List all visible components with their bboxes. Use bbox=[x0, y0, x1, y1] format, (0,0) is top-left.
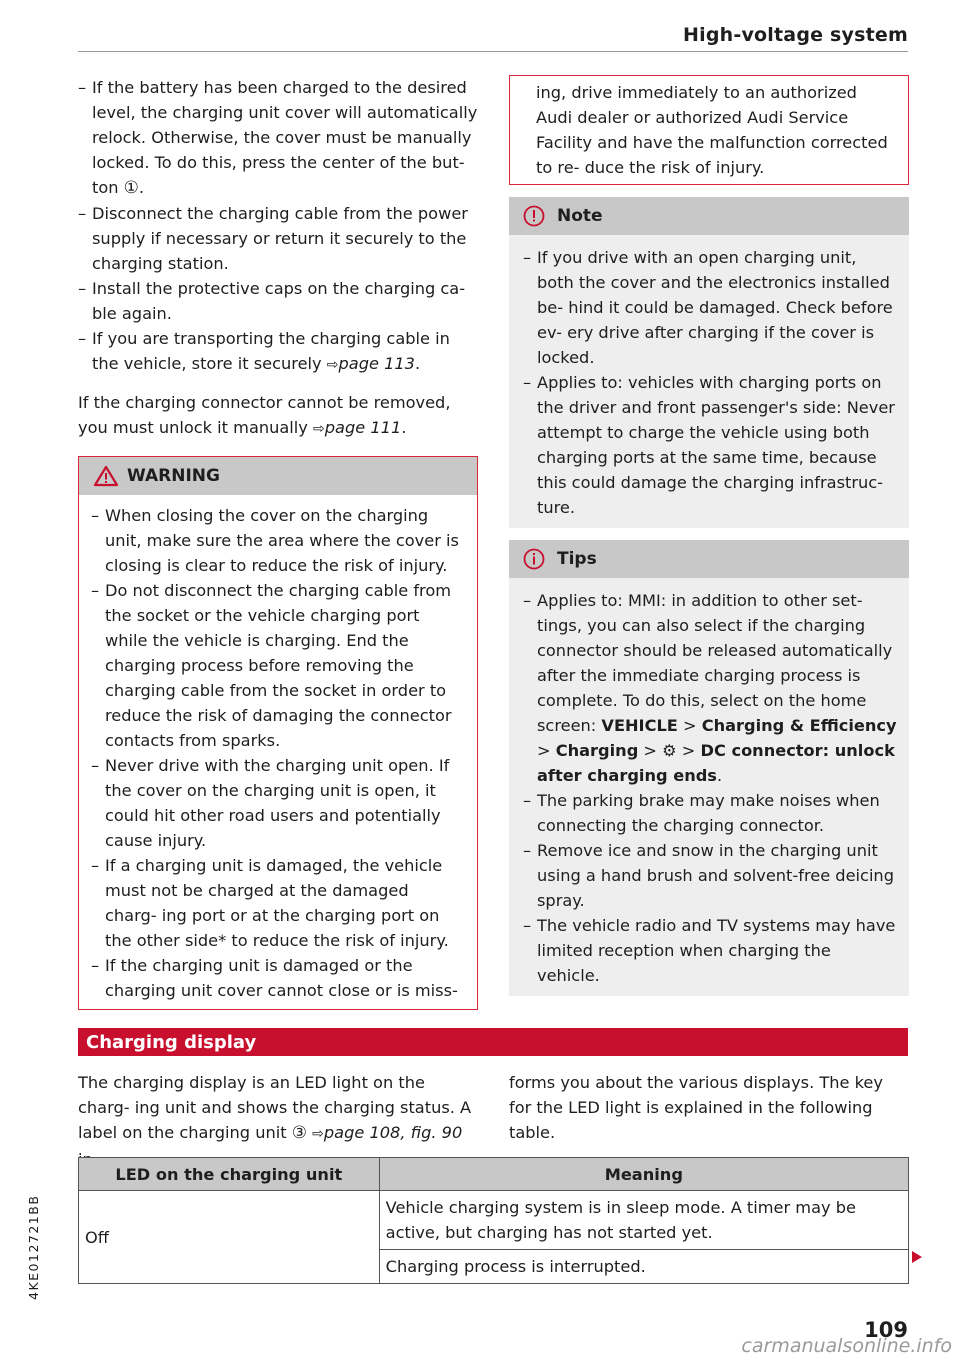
right-column bbox=[509, 75, 909, 996]
tips-body bbox=[509, 578, 909, 996]
list-item: – Applies to: MMI: in addition to other set- tings, you can also select if the charging connector should be released automatically after the immediate charging process is complete. To do this, select on the home screen: VEHICLE > Charging & Efficiency > Charging > ⚙ > DC connector: unlock after charging ends. bbox=[523, 588, 897, 788]
exclamation-icon bbox=[523, 205, 545, 227]
list-item: – Remove ice and snow in the charging unit using a hand brush and solvent-free deicing spray. bbox=[523, 838, 897, 913]
arrow-icon: ⇨ bbox=[313, 421, 325, 437]
led-table bbox=[78, 1157, 909, 1284]
list-item: – Never drive with the charging unit open. If the cover on the charging unit is open, it could hit other road users and potentially cause injury. bbox=[91, 753, 465, 853]
menu-path-charging-efficiency: Charging & Efficiency bbox=[701, 716, 897, 735]
warning-triangle-icon bbox=[93, 465, 119, 487]
tips-list bbox=[523, 588, 897, 988]
table-cell-meaning: Charging process is interrupted. bbox=[379, 1250, 908, 1284]
table-header: Meaning bbox=[379, 1158, 908, 1191]
intro-paragraph-left: The charging display is an LED light on the charg- ing unit and shows the charging status. A label on the charging unit ③ ⇨page 108, fig. 90 bbox=[78, 1073, 472, 1143]
list-item: – Applies to: vehicles with charging ports on the driver and front passenger's side: Never attempt to charge the vehicle using both charging ports at the same time, because this could damage the charging infrastruc- ture. bbox=[523, 370, 897, 520]
watermark: carmanualsonline.info bbox=[741, 1335, 952, 1357]
warning-list bbox=[91, 503, 465, 1003]
arrow-icon: ⇨ bbox=[326, 357, 339, 373]
warning-header bbox=[79, 457, 477, 495]
continue-arrow-icon bbox=[912, 1251, 922, 1263]
note-header bbox=[509, 197, 909, 235]
circled-number: ① bbox=[123, 178, 139, 198]
page-link[interactable]: page 108, fig. 90 bbox=[323, 1123, 463, 1142]
page-link[interactable]: page 111 bbox=[324, 418, 402, 437]
note-list bbox=[523, 245, 897, 520]
header-rule bbox=[78, 51, 908, 52]
left-column bbox=[78, 75, 478, 1010]
page-link[interactable]: page 113 bbox=[338, 354, 415, 373]
list-item: – Do not disconnect the charging cable from the socket or the vehicle charging port while the vehicle is charging. End the charging process before removing the charging cable from the socket in order to reduce the risk of damaging the connector contacts from sparks. bbox=[91, 578, 465, 753]
table-header: LED on the charging unit bbox=[79, 1158, 380, 1191]
arrow-icon: ⇨ bbox=[312, 1126, 324, 1142]
intro-paragraph-right: forms you about the various displays. The key for the LED light is explained in the following table. bbox=[509, 1073, 883, 1142]
list-item: – If you are transporting the charging cable in the vehicle, store it securely ⇨page 113. bbox=[78, 326, 478, 378]
document-code: 4KE012721BB bbox=[26, 1194, 41, 1300]
steps-list bbox=[78, 75, 478, 378]
circled-number: ③ bbox=[291, 1123, 307, 1143]
list-item: – The parking brake may make noises when connecting the charging connector. bbox=[523, 788, 897, 838]
note-title: Note bbox=[557, 206, 603, 226]
menu-path-charging: Charging bbox=[555, 741, 639, 760]
table-cell-meaning: Vehicle charging system is in sleep mode. A timer may be active, but charging has not started yet. bbox=[379, 1191, 908, 1250]
list-item: – When closing the cover on the charging unit, make sure the area where the cover is closing is clear to reduce the risk of injury. bbox=[91, 503, 465, 578]
list-item: – If a charging unit is damaged, the vehicle must not be charged at the damaged charg- ing port or at the charging port on the other side* to reduce the risk of injury. bbox=[91, 853, 465, 953]
note-box bbox=[509, 197, 909, 528]
list-item: – Disconnect the charging cable from the power supply if necessary or return it securely to the charging station. bbox=[78, 201, 478, 276]
info-icon bbox=[523, 548, 545, 570]
warning-continuation-box: ing, drive immediately to an authorized Audi dealer or authorized Audi Service Facility and have the malfunction corrected to re- duce the risk of injury. bbox=[509, 75, 909, 185]
list-item: – If you drive with an open charging unit, both the cover and the electronics installed be- hind it could be damaged. Check before ev- ery drive after charging if the cover is locked. bbox=[523, 245, 897, 370]
warning-box bbox=[78, 456, 478, 1010]
page-number: 109 bbox=[864, 1318, 908, 1342]
warning-title: WARNING bbox=[127, 466, 220, 486]
table-cell-led: Off bbox=[79, 1191, 380, 1284]
list-item: – Install the protective caps on the charging ca- ble again. bbox=[78, 276, 478, 326]
list-item: – If the battery has been charged to the desired level, the charging unit cover will automatically relock. Otherwise, the cover must be manually locked. To do this, press the center of the but- ton ①. bbox=[78, 75, 478, 201]
menu-path-dc-connector: DC connector: unlock after charging ends bbox=[537, 741, 895, 785]
section-heading: Charging display bbox=[78, 1028, 908, 1056]
page-header-title: High-voltage system bbox=[683, 24, 908, 46]
warning-body bbox=[79, 495, 477, 1009]
note-body bbox=[509, 235, 909, 528]
list-item: – If the charging unit is damaged or the charging unit cover cannot close or is miss- bbox=[91, 953, 465, 1003]
tips-title: Tips bbox=[557, 549, 597, 569]
list-item: – The vehicle radio and TV systems may have limited reception when charging the vehicle. bbox=[523, 913, 897, 988]
gear-icon: ⚙ bbox=[662, 741, 677, 760]
table-row bbox=[79, 1191, 909, 1250]
body-paragraph: If the charging connector cannot be removed, you must unlock it manually ⇨page 111. bbox=[78, 393, 451, 437]
tips-box bbox=[509, 540, 909, 996]
menu-path-vehicle: VEHICLE bbox=[601, 716, 678, 735]
tips-header bbox=[509, 540, 909, 578]
table-header-row bbox=[79, 1158, 909, 1191]
